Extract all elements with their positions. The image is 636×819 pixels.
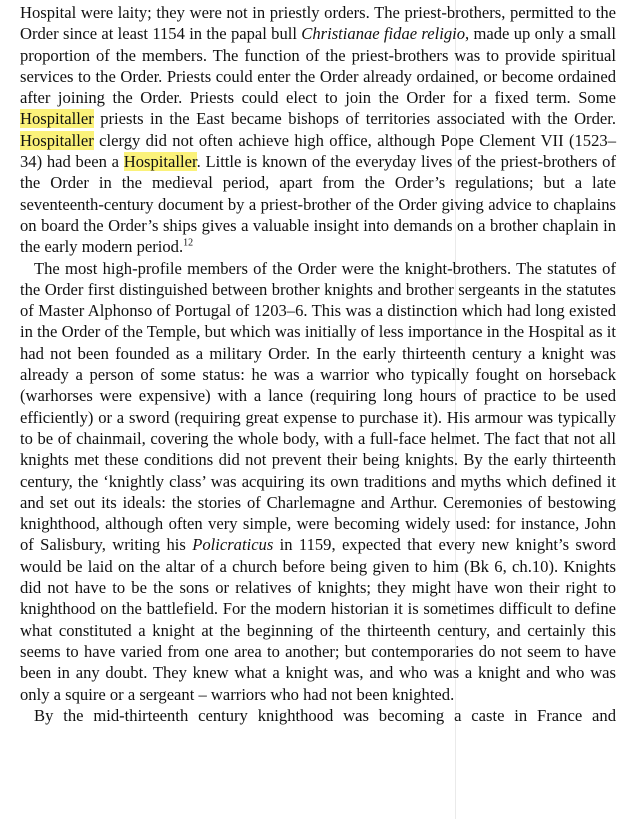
highlighted-word[interactable]: Hospitaller — [123, 152, 197, 172]
paragraph-text: priests in the East became bishops of territories associated with the Order. — [93, 109, 616, 129]
footnote-marker[interactable]: 12 — [183, 237, 194, 249]
italic-title: Policraticus — [192, 535, 274, 555]
highlighted-word[interactable]: Hospitaller — [20, 109, 94, 129]
paragraph-priest-brothers — [20, 2, 616, 258]
paragraph-knight-brothers — [20, 258, 616, 705]
italic-title: Christianae fidae religio — [301, 24, 466, 44]
highlighted-word[interactable]: Hospitaller — [20, 130, 94, 150]
paragraph-knighthood-caste — [20, 705, 616, 726]
book-page — [20, 2, 616, 726]
paragraph-text: in 1159, expected that every new knight’s sword would be laid on the altar of a church before being given to him (Bk 6, ch.10). Knights did not have to be the sons or relatives of knights; they might have won their right to knighthood on the battlefield. For the modern historian it is sometimes difficult to define what constituted a knight at the beginning of the thirteenth century, and certainly this seems to have varied from one area to another; but contemporaries do not seem to have been in any doubt. They knew what a knight was, and who was a knight and who was only a squire or a sergeant – warriors who had not been knighted. — [20, 535, 616, 704]
paragraph-text: . Little is known of the everyday lives of the priest-brothers of the Order in the medieval period, apart from the Order’s regulations; but a late seventeenth-century document by a priest-brother of the Order giving advice to chaplains on board the Order’s ships gives a valuable insight into demands on a brother chaplain in the early modern period. — [20, 152, 616, 257]
paragraph-text: The most high-profile members of the Order were the knight-brothers. The statutes of the Order first distinguished between brother knights and brother sergeants in the statutes of Master Alphonso of Portugal of 1203–6. This was a distinction which had long existed in the Order of the Temple, but which was initially of less importance in the Hospital as it had not been founded as a military Order. In the early thirteenth century a knight was already a person of some status: he was a warrior who typically fought on horseback (warhorses were expensive) with a lance (requiring long hours of practice to be used efficiently) or a sword (requiring great expense to purchase it). His armour was typically to be of chainmail, covering the whole body, with a full-face helmet. The fact that not all knights met these conditions did not prevent their being knights. By the early thirteenth century, the ‘knightly class’ was acquiring its own traditions and myths which defined it and set out its ideals: the stories of Charlemagne and Arthur. Ceremonies of bestowing knighthood, although often very simple, were becoming widely used: for instance, John of Salisbury, writing his — [20, 258, 616, 555]
paragraph-text: clergy did not often achieve high office, although Pope Clement VII (1523–34) had been a — [20, 130, 616, 172]
paragraph-text: By the mid-thirteenth century knighthood was becoming a caste in France and — [34, 705, 616, 725]
paragraph-text: Hospital were laity; they were not in priestly orders. The priest-brothers, permitted to the Order since at least 1154 in the papal bull — [20, 3, 616, 44]
paragraph-text: , made up only a small proportion of the members. The function of the priest-brothers was to provide spiritual services to the Order. Priests could enter the Order already ordained, or become ordained after joining the Order. Priests could elect to join the Order for a fixed term. Some — [20, 24, 616, 108]
